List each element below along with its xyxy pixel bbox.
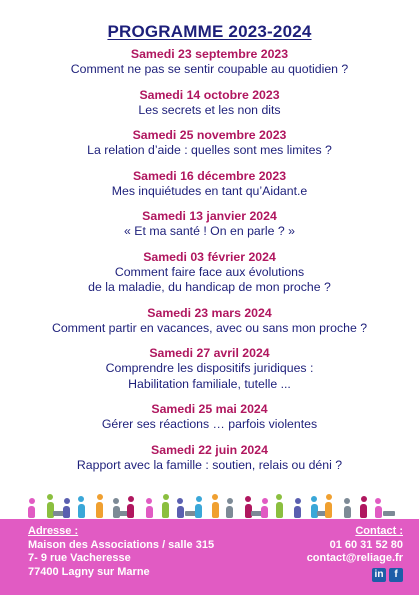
event-date: Samedi 16 décembre 2023 xyxy=(132,168,287,183)
event-date: Samedi 25 mai 2024 xyxy=(151,402,268,416)
event-item xyxy=(0,128,419,159)
event-item xyxy=(0,443,419,474)
event-date: Samedi 23 septembre 2023 xyxy=(130,47,289,61)
address-line: 77400 Lagny sur Marne xyxy=(28,565,150,578)
social-links xyxy=(372,568,403,582)
figure-icon xyxy=(226,506,233,518)
figure-icon xyxy=(294,506,301,518)
figure-icon xyxy=(276,502,283,518)
event-topic: de la maladie, du handicap de mon proche ? xyxy=(88,280,331,294)
event-date: Samedi 13 janvier 2024 xyxy=(142,209,277,223)
event-topic: La relation d’aide : quelles sont mes limites ? xyxy=(87,143,332,157)
event-item xyxy=(0,47,419,78)
event-list xyxy=(0,47,419,483)
event-topic: Comment partir en vacances, avec ou sans mon proche ? xyxy=(51,320,368,335)
figure-icon xyxy=(261,506,268,518)
event-date: Samedi 14 octobre 2023 xyxy=(139,87,280,102)
page-title: PROGRAMME 2023-2024 xyxy=(107,22,312,41)
figure-icon xyxy=(177,506,184,518)
event-item xyxy=(0,250,419,296)
event-item xyxy=(0,346,419,392)
event-date: Samedi 22 juin 2024 xyxy=(151,442,268,457)
event-date: Samedi 23 mars 2024 xyxy=(147,305,272,320)
figure-icon xyxy=(325,502,332,518)
address-line: Maison des Associations / salle 315 xyxy=(28,538,215,551)
figure-icon xyxy=(162,502,169,518)
event-item xyxy=(0,209,419,240)
figure-icon xyxy=(212,502,219,518)
figure-icon xyxy=(344,506,351,518)
event-topic: Comment faire face aux évolutions xyxy=(114,264,305,279)
event-topic: « Et ma santé ! On en parle ? » xyxy=(124,224,295,238)
linkedin-icon[interactable]: in xyxy=(372,568,386,582)
bench-icon xyxy=(383,511,395,516)
footer xyxy=(0,519,419,595)
event-date: Samedi 03 février 2024 xyxy=(143,249,276,264)
address-label: Adresse : xyxy=(28,525,79,537)
event-item xyxy=(0,402,419,433)
address-block xyxy=(28,525,214,579)
figure-icon xyxy=(360,504,367,518)
event-topic: Mes inquiétudes en tant qu’Aidant.e xyxy=(111,183,308,198)
figure-icon xyxy=(63,506,70,518)
contact-email[interactable]: contact@reliage.fr xyxy=(306,552,403,564)
event-item xyxy=(0,169,419,200)
event-topic: Rapport avec la famille : soutien, relais ou déni ? xyxy=(76,457,343,472)
event-topic: Comprendre les dispositifs juridiques : xyxy=(105,361,314,375)
address-line: 7- 9 rue Vacheresse xyxy=(28,552,131,564)
figure-icon xyxy=(146,506,153,518)
figure-icon xyxy=(375,506,382,518)
event-topic: Gérer ses réactions … parfois violentes xyxy=(101,417,318,431)
event-item xyxy=(0,306,419,337)
figure-icon xyxy=(78,504,85,518)
figure-icon xyxy=(195,504,202,518)
decorative-figures xyxy=(28,488,398,518)
contact-phone[interactable]: 01 60 31 52 80 xyxy=(329,538,403,551)
event-item xyxy=(0,88,419,119)
event-topic: Comment ne pas se sentir coupable au quotidien ? xyxy=(70,62,349,76)
facebook-icon[interactable]: f xyxy=(389,568,403,582)
contact-block xyxy=(307,525,403,566)
event-topic: Habilitation familiale, tutelle ... xyxy=(128,376,291,391)
event-date: Samedi 25 novembre 2023 xyxy=(132,128,287,142)
figure-icon xyxy=(28,506,35,518)
event-topic: Les secrets et les non dits xyxy=(138,102,281,117)
contact-label: Contact : xyxy=(355,525,403,537)
event-date: Samedi 27 avril 2024 xyxy=(149,346,270,360)
figure-icon xyxy=(127,504,134,518)
figure-icon xyxy=(96,502,103,518)
